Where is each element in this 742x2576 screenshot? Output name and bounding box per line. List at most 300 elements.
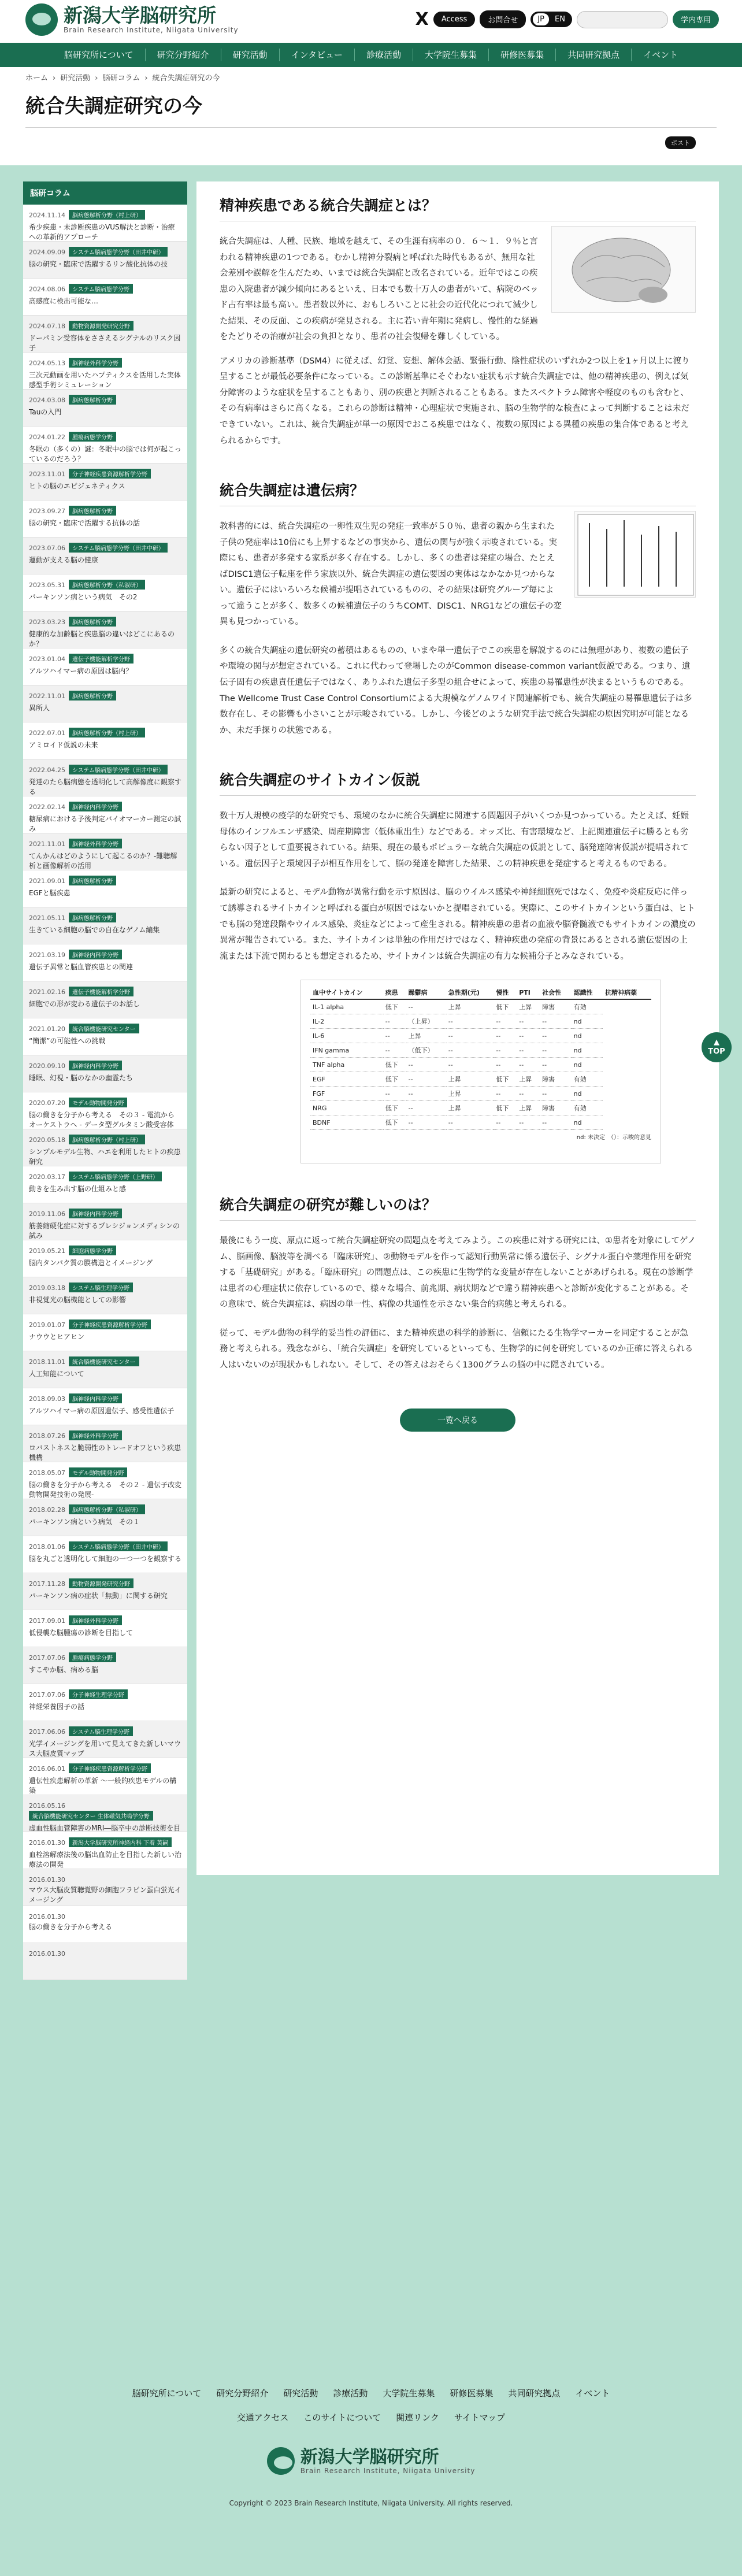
sidebar-item-date: 2018.02.28 xyxy=(29,1506,65,1514)
table-cell: 低下 xyxy=(383,1072,406,1087)
sidebar-item[interactable] xyxy=(23,242,187,279)
sidebar-item[interactable] xyxy=(23,648,187,685)
sidebar-item-category: 分子神経疾患資源解析学分野 xyxy=(69,1319,151,1329)
table-header-cell: 認識性 xyxy=(572,986,603,999)
sidebar-item-category: 新潟大学脳研究所神経内科 下着 英嗣 xyxy=(69,1837,172,1847)
sidebar-item-category: システム脳病態学分野（田井中研） xyxy=(69,247,168,257)
table-header-row xyxy=(310,986,651,999)
sidebar-item-title: パーキンソン病という病気 その2 xyxy=(29,593,138,601)
breadcrumb-item[interactable]: 研究活動 xyxy=(60,74,91,83)
table-cell: 有効 xyxy=(572,999,603,1014)
sidebar-item[interactable] xyxy=(23,1462,187,1499)
nav-item[interactable]: 研究活動 xyxy=(221,49,280,61)
sidebar-item[interactable] xyxy=(23,316,187,353)
footer-nav-item[interactable]: 共同研究拠点 xyxy=(508,2388,561,2399)
table-cell: 障害 xyxy=(540,999,572,1014)
paragraph: 統合失調症は、人種、民族、地域を越えて、その生涯有病率の０．６〜１．９％と言われる精神疾患の1つである。むかし精神分裂病と呼ばれた時代もあるが、無用な社会差別や誤解を生んだため、いまでは統合失調症と改名されている。近年ではこの疾患の入院患者が減少傾向にあるといえ、日本でも数十万人の患者がいて、病院のベッド占有率は最も高い。患者数以外に、おもしろいことに社会の近代化につれて減少した結果、その反面、この疾病が発見される。主に若い青年期に発病し、慢性的な経過をたどりその治療が社会の負担となり、患者の社会復帰を難しくしている。 xyxy=(220,237,539,342)
sidebar-item[interactable] xyxy=(23,1832,187,1869)
table-header-cell: 疾患 xyxy=(383,986,406,999)
sidebar-item[interactable] xyxy=(23,1869,187,1906)
paragraph: 多くの統合失調症の遺伝研究の蓄積はあるものの、いまや単一遺伝子でこの疾患を解説するのには無理があり、複数の遺伝子や環境の関与が想定されている。これに代わって登場したのがCommon disease-common variant仮説である。つまり、遺伝子固有の疾患責任遺伝子ではなく、ありふれた遺伝子多型の組合せによって、疾患の易罹患性が決まるというものである。The Wellcome Trust Case Control Consortiumによる大規模なゲノムワイド関連解析でも、統合失調症の易罹患遺伝子は多数存在し、その影響も小さいことが示唆されている。しかし、今後どのような研究手法で統合失調症の原因究明が可能となるか、未だ手探りの状態である。 xyxy=(220,646,692,735)
sidebar-item[interactable] xyxy=(23,981,187,1018)
sidebar-item-date: 2024.09.09 xyxy=(29,249,65,256)
sidebar-item[interactable] xyxy=(23,1018,187,1055)
sidebar-item-title: 睡眠、幻視・脳のなかの幽霊たち xyxy=(29,1074,133,1082)
section-title: 統合失調症のサイトカイン仮説 xyxy=(220,756,696,796)
sidebar-list xyxy=(23,205,187,1980)
sidebar-item-date: 2020.09.10 xyxy=(29,1062,65,1070)
site-footer xyxy=(0,2379,742,2576)
brain-logo-icon xyxy=(25,3,58,36)
table-header-cell: 抗精神病薬 xyxy=(603,986,651,999)
table-cell: -- xyxy=(517,1014,540,1029)
sidebar-item-category: 脳神経内科学分野 xyxy=(69,802,122,811)
sidebar-item-title: “簡潔”の可能性への挑戦 xyxy=(29,1037,106,1045)
table-cell: -- xyxy=(406,1072,446,1087)
table-cell: -- xyxy=(406,1087,446,1101)
lang-jp-button[interactable]: JP xyxy=(533,13,549,25)
footer-nav-secondary xyxy=(0,2411,742,2423)
sidebar-item-category: システム脳病態学分野 xyxy=(69,284,133,294)
sidebar-item[interactable] xyxy=(23,538,187,574)
sidebar-item-title: ナウウとヒアヒン xyxy=(29,1333,85,1341)
table-header-cell: 躁鬱病 xyxy=(406,986,446,999)
section-difficulty xyxy=(220,1181,696,1373)
footer-link[interactable]: このサイトについて xyxy=(303,2412,381,2423)
table-cell: -- xyxy=(446,1115,494,1130)
table-cell: -- xyxy=(517,1058,540,1072)
sidebar-item-category: システム脳病態学分野（上野研） xyxy=(69,1172,162,1181)
sidebar-item-title: 光学イメージングを用いて見えてきた新しいマウス大脳皮質マップ xyxy=(29,1740,181,1758)
sidebar-item-category: 脳病態解析分野 xyxy=(69,395,116,405)
copyright: Copyright © 2023 Brain Research Institute, Niigata University. All rights reserved. xyxy=(229,2499,513,2507)
sidebar-item-date: 2018.09.03 xyxy=(29,1395,65,1403)
section-title: 統合失調症の研究が難しいのは？ xyxy=(220,1181,696,1221)
table-row xyxy=(310,1115,651,1130)
sidebar-item[interactable] xyxy=(23,1573,187,1610)
sidebar-item[interactable] xyxy=(23,1388,187,1425)
nav-item[interactable]: 大学院生募集 xyxy=(413,49,489,61)
sidebar-item-title: 遺伝子異常と脳血管疾患との関連 xyxy=(29,963,133,971)
table-row xyxy=(310,1014,651,1029)
sidebar-item[interactable] xyxy=(23,1425,187,1462)
x-social-icon[interactable]: X xyxy=(415,9,429,29)
breadcrumb xyxy=(25,72,225,83)
sidebar-item[interactable] xyxy=(23,1684,187,1721)
sidebar-item[interactable] xyxy=(23,1129,187,1166)
sidebar-item-date: 2017.11.28 xyxy=(29,1580,65,1588)
sidebar-item-date: 2021.09.01 xyxy=(29,877,65,885)
table-cell: TNF alpha xyxy=(310,1058,383,1072)
sidebar-item-title: 血栓溶解療法後の脳出血防止を目指した新しい治療法の開発 xyxy=(29,1851,182,1869)
sidebar-item-date: 2023.03.23 xyxy=(29,618,65,626)
table-cell: 上昇 xyxy=(517,1072,540,1087)
sidebar-item-title: てんかんはどのようにして起こるのか？‐難聴解析と画像解析の活用 xyxy=(29,852,177,870)
table-row xyxy=(310,1029,651,1043)
table-cell: 上昇 xyxy=(446,1087,494,1101)
table-cell: BDNF xyxy=(310,1115,383,1130)
sidebar-item[interactable] xyxy=(23,1240,187,1277)
table-row xyxy=(310,999,651,1014)
sidebar-item-date: 2021.11.01 xyxy=(29,840,65,848)
nav-item[interactable]: インタビュー xyxy=(280,49,355,61)
sidebar-item[interactable] xyxy=(23,722,187,759)
nav-item[interactable]: 脳研究所について xyxy=(53,49,146,61)
chevron-right-icon: › xyxy=(53,74,56,83)
sidebar-item-title: すこやか脳、病める脳 xyxy=(29,1666,99,1674)
table-cell: 低下 xyxy=(383,1058,406,1072)
sidebar-item-category: 脳神経外科学分野 xyxy=(69,1615,122,1625)
sidebar-item[interactable] xyxy=(23,1647,187,1684)
footer-title: 新潟大学脳研究所 xyxy=(300,2447,439,2467)
sidebar-item-date: 2024.01.22 xyxy=(29,433,65,441)
footer-link[interactable]: 関連リンク xyxy=(396,2412,439,2423)
footer-nav-item[interactable]: イベント xyxy=(575,2388,610,2399)
sidebar-item-title: 動きを生み出す脳の仕組みと感 xyxy=(29,1185,127,1193)
sidebar-item-date: 2019.01.07 xyxy=(29,1321,65,1329)
sidebar-item-title: 筋萎縮硬化症に対するプレシジョンメディシンの試み xyxy=(29,1222,180,1240)
global-nav xyxy=(0,43,742,67)
table-header-cell: 急性期(元) xyxy=(446,986,494,999)
sidebar-item[interactable] xyxy=(23,427,187,464)
sidebar-heading: 脳研コラム xyxy=(23,181,187,205)
sidebar-item-date: 2022.11.01 xyxy=(29,692,65,700)
sidebar-item-date: 2016.05.16 xyxy=(29,1802,65,1810)
x-post-button[interactable]: ポスト xyxy=(665,136,696,149)
sidebar-item-category: 腫瘍病態学分野 xyxy=(69,432,116,442)
table-cell: 有効 xyxy=(572,1072,603,1087)
breadcrumb-item[interactable]: ホーム xyxy=(25,74,49,83)
table-cell: 低下 xyxy=(383,999,406,1014)
sidebar-item-date: 2019.11.06 xyxy=(29,1210,65,1218)
sidebar-item-category: システム脳病態学分野（田井中研） xyxy=(69,1541,168,1551)
table-header-cell: 血中サイトカイン xyxy=(310,986,383,999)
footer-nav-item[interactable]: 研究活動 xyxy=(283,2388,318,2399)
sidebar-item-date: 2016.01.30 xyxy=(29,1950,65,1958)
table-cell: nd xyxy=(572,1087,603,1101)
sidebar-item-category: システム脳生理学分野 xyxy=(69,1283,133,1292)
table-cell: -- xyxy=(540,1087,572,1101)
sidebar-item-title: ヒトの脳のエピジェネティクス xyxy=(29,482,125,490)
contact-button[interactable]: お問合せ xyxy=(480,10,526,28)
internal-only-button[interactable]: 学内専用 xyxy=(673,10,719,28)
sidebar-item[interactable] xyxy=(23,1610,187,1647)
sidebar-item-date: 2021.03.19 xyxy=(29,951,65,959)
sidebar-item-category: 脳病態解析分野（私淑研） xyxy=(69,1504,145,1514)
table-cell: nd xyxy=(572,1043,603,1058)
nav-item[interactable]: 共同研究拠点 xyxy=(556,49,632,61)
sidebar-item-title: 脳の研究・臨床で活躍する抗体の話 xyxy=(29,519,140,527)
footer-logo[interactable] xyxy=(0,2447,742,2475)
sidebar-item-category: 脳神経内科学分野 xyxy=(69,1393,122,1403)
paragraph: 最新の研究によると、モデル動物が異常行動を示す原因は、脳のウイルス感染や神経細胞死ではなく、免疫や炎症反応に伴って誘導されるサイトカインと呼ばれる蛋白が原因ではないかと提唱されている。実際に、このサイトカインという蛋白は、ヒトでも脳の発達段階やウイルス感染、炎症などによって産生される。精神疾患の患者の血液や脳脊髄液でもサイトカインの濃度の異常が報告されている。また、サイトカインは単独の作用だけではなく、精神疾患の発症の背景にあるとされる遺伝要因の上流または下流で関わるとも想定されるため、サイトカインは統合失調症の有力な候補分子とみなされている。 xyxy=(220,888,696,961)
table-cell: IL-2 xyxy=(310,1014,383,1029)
sidebar-item-date: 2023.07.06 xyxy=(29,544,65,552)
sidebar-item[interactable] xyxy=(23,1203,187,1240)
sidebar-item-title: 遺伝性疾患解析の革新 〜一般的疾患モデルの構築 xyxy=(29,1777,177,1795)
sidebar-item-title: 脳の働きを分子から考える その２ ‐ 遺伝子改変動物開発技術の発展‐ xyxy=(29,1481,181,1499)
sidebar-item-date: 2022.07.01 xyxy=(29,729,65,737)
sidebar-item-category: 脳病態解析分野 xyxy=(69,506,116,516)
sidebar-item-date: 2020.07.20 xyxy=(29,1099,65,1107)
breadcrumb-item[interactable]: 脳研コラム xyxy=(102,74,140,83)
sidebar-item-category: 統合脳機能研究センター 生体磁気共鳴学分野 xyxy=(29,1811,153,1821)
table-cell: -- xyxy=(517,1115,540,1130)
sidebar-item-category: システム脳生理学分野 xyxy=(69,1726,133,1736)
footer-nav-item[interactable]: 研究分野紹介 xyxy=(216,2388,269,2399)
table-cell: -- xyxy=(383,1043,406,1058)
sidebar-item-title: 三次元動画を用いたハプティクスを活用した実体感型手術シミュレーション xyxy=(29,371,181,390)
sidebar-item-date: 2019.03.18 xyxy=(29,1284,65,1292)
table-cell: 有効 xyxy=(572,1101,603,1115)
table-row xyxy=(310,1101,651,1115)
sidebar-item-date: 2020.03.17 xyxy=(29,1173,65,1181)
table-cell: nd xyxy=(572,1014,603,1029)
page-title: 統合失調症研究の今 xyxy=(25,95,202,118)
table-header-cell: 慢性 xyxy=(494,986,517,999)
sidebar-item-date: 2023.01.04 xyxy=(29,655,65,663)
sidebar-item[interactable] xyxy=(23,1277,187,1314)
sidebar-item[interactable] xyxy=(23,279,187,316)
nav-item[interactable]: 研修医募集 xyxy=(489,49,556,61)
footer-nav-item[interactable]: 診療活動 xyxy=(333,2388,368,2399)
gwas-plot-icon xyxy=(575,512,696,598)
site-logo[interactable] xyxy=(25,3,239,36)
paragraph: 教科書的には、統合失調症の一卵性双生児の発症一致率が５０％、患者の親から生まれた子供の発症率は10倍にも上昇するなどの事実から、遺伝の関与が強く示唆されている。実際にも、患者が多発する家系が多く存在する。しかし、多くの患者は発症の場合、たとえばDISC1遺伝子転座を伴う家族以外、統合失調症の遺伝要因の実体はなかなか見つからない。遺伝子にはいろいろな候補が提唱されているものの、その結果は研究グループ毎によって違うことが多く、数多くの候補遺伝子のうちCOMT、DISC1、NRG1などの遺伝子の変異も見つかっている。 xyxy=(220,522,562,627)
sidebar-item-date: 2018.11.01 xyxy=(29,1358,65,1366)
sidebar-item[interactable] xyxy=(23,1166,187,1203)
table-body xyxy=(310,999,651,1130)
sidebar-item[interactable] xyxy=(23,611,187,648)
sidebar-item-category: 脳病態解析分野（村上研） xyxy=(69,210,145,220)
sidebar-item-title: 生きている細胞の脳での自在なゲノム編集 xyxy=(29,926,160,934)
sidebar-item-category: 遺伝子機能解析学分野 xyxy=(69,654,133,664)
sidebar-item[interactable] xyxy=(23,1536,187,1573)
sidebar-item[interactable] xyxy=(23,1314,187,1351)
table-cell: -- xyxy=(446,1043,494,1058)
sidebar-item-date: 2024.07.18 xyxy=(29,323,65,330)
sidebar-item-date: 2017.07.06 xyxy=(29,1691,65,1699)
breadcrumb-item: 統合失調症研究の今 xyxy=(152,74,220,83)
paragraph: 数十万人規模の疫学的な研究でも、環境のなかに統合失調症に関連する問題因子がいくつか見つかっている。たとえば、妊娠母体のインフルエンザ感染、周産期障害（低体重出生）などである。オッズ比、有害環境など、上記関連遺伝子に勝るとも劣らない因子として重要視されている。結果、現在の最もポピュラーな統合失調症の仮説として、脳発達障害仮説が提唱されている。遺伝因子と環境因子が相互作用をして、脳の発達を障害した結果、この精神疾患を発症すると考えるものである。 xyxy=(220,811,689,869)
table-cell: -- xyxy=(494,1043,517,1058)
site-title: 新潟大学脳研究所 xyxy=(64,3,216,27)
sidebar-item-title: 糖尿病における予後判定バイオマーカー測定の試み xyxy=(29,815,181,833)
table-cell: 低下 xyxy=(494,999,517,1014)
table-header-cell: PTI xyxy=(517,986,540,999)
access-button[interactable]: Access xyxy=(433,12,476,27)
site-header xyxy=(0,0,742,43)
sidebar-item[interactable] xyxy=(23,907,187,944)
sidebar-item[interactable] xyxy=(23,759,187,796)
language-toggle xyxy=(530,12,572,27)
table-cell: -- xyxy=(494,1115,517,1130)
table-cell: -- xyxy=(446,1058,494,1072)
table-cell: -- xyxy=(383,1029,406,1043)
sidebar-item-title: 脳を丸ごと透明化して細胞の一つ一つを観察する xyxy=(29,1555,182,1563)
sidebar-item-category: 脳病態解析分野（村上研） xyxy=(69,728,145,737)
nav-item[interactable]: イベント xyxy=(643,50,678,60)
sidebar-item-date: 2016.01.30 xyxy=(29,1839,65,1847)
sidebar-item[interactable] xyxy=(23,205,187,242)
table-cell: （低下） xyxy=(406,1043,446,1058)
back-to-top-button[interactable] xyxy=(702,1032,732,1062)
sidebar-item-title: アルツハイマー病の原因は脳内？ xyxy=(29,667,133,675)
footer-nav-item[interactable]: 脳研究所について xyxy=(132,2388,202,2399)
table-row xyxy=(310,1072,651,1087)
sidebar-item-category: 脳病態解析分野 xyxy=(69,913,116,922)
sidebar-item-category: 脳神経外科学分野 xyxy=(69,839,122,848)
sidebar-item-date: 2024.05.13 xyxy=(29,359,65,367)
table-cell: nd xyxy=(572,1058,603,1072)
table-header-cell: 社会性 xyxy=(540,986,572,999)
table-cell: 低下 xyxy=(383,1101,406,1115)
table-cell: -- xyxy=(446,1014,494,1029)
footer-subtitle: Brain Research Institute, Niigata University xyxy=(300,2466,476,2475)
table-cell: -- xyxy=(494,1029,517,1043)
sidebar-item-title: 脳の働きを分子から考える xyxy=(29,1923,113,1931)
top-label: TOP xyxy=(708,1047,725,1056)
sidebar-item[interactable] xyxy=(23,1906,187,1943)
sidebar-item-date: 2018.05.07 xyxy=(29,1469,65,1477)
table-cell: -- xyxy=(406,1058,446,1072)
sidebar-item-date: 2016.01.30 xyxy=(29,1876,65,1884)
sidebar-item-category: 脳神経内科学分野 xyxy=(69,1061,122,1070)
sidebar-item[interactable] xyxy=(23,1795,187,1832)
paragraph: アメリカの診断基準（DSM4）に従えば、幻覚、妄想、解体会話、緊張行動、陰性症状のいずれか2つ以上を1ヶ月以上に渡り呈することが最低必要条件になっている。この診断基準にそぐわない症状も示す統合失調症では、他の精神疾患の、例えば気分障害のような症状を呈することもあり、別の疾患と判断されることもある。またスペクトラム障害や軽度のものも含むと、その有病率はさらに高くなる。これらの診断は精神・心理症状で実施され、脳の生物学的な検査によって判断することは未だできていない。これは、統合失調症が単一の原因でおこる疾患ではなく、複数の原因による異種の疾患の集合体であると考えられるからです。 xyxy=(220,356,690,446)
sidebar-item-title: シンプルモデル生物、ハエを利用したヒトの疾患研究 xyxy=(29,1148,181,1166)
search-input[interactable] xyxy=(577,11,668,28)
cytokine-table xyxy=(310,986,651,1130)
sidebar-item-title: ロバストネスと脆弱性のトレードオフという疾患機構 xyxy=(29,1444,181,1462)
table-cell: NRG xyxy=(310,1101,383,1115)
sidebar-item-date: 2023.09.27 xyxy=(29,507,65,515)
footer-nav-item[interactable]: 研修医募集 xyxy=(450,2388,494,2399)
sidebar-item[interactable] xyxy=(23,1092,187,1129)
sidebar-item[interactable] xyxy=(23,1499,187,1536)
sidebar-item-title: 運動が支える脳の健康 xyxy=(29,556,99,564)
cytokine-table-figure xyxy=(300,980,661,1163)
sidebar-item-category: 動物資源開発研究分野 xyxy=(69,1578,133,1588)
table-cell: -- xyxy=(494,1087,517,1101)
table-cell: -- xyxy=(494,1058,517,1072)
section-title: 精神疾患である統合失調症とは？ xyxy=(220,181,696,221)
table-cell: -- xyxy=(406,999,446,1014)
table-cell: -- xyxy=(517,1029,540,1043)
nav-item[interactable]: 診療活動 xyxy=(355,49,413,61)
sidebar-item[interactable] xyxy=(23,796,187,833)
brain-logo-icon xyxy=(267,2447,295,2475)
table-cell: 障害 xyxy=(540,1101,572,1115)
divider xyxy=(25,127,717,128)
nav-item[interactable]: 研究分野紹介 xyxy=(146,49,221,61)
footer-link[interactable]: 交通アクセス xyxy=(236,2412,289,2423)
sidebar-item-title: 健康的な加齢脳と疾患脳の違いはどこにあるのか？ xyxy=(29,630,175,648)
table-cell: IL-1 alpha xyxy=(310,999,383,1014)
table-cell: -- xyxy=(540,1115,572,1130)
sidebar-item[interactable] xyxy=(23,1721,187,1758)
table-cell: EGF xyxy=(310,1072,383,1087)
sidebar-item[interactable] xyxy=(23,464,187,501)
sidebar-item[interactable] xyxy=(23,501,187,538)
paragraph: 最後にもう一度、原点に返って統合失調症研究の問題点を考えてみよう。この疾患に対する研究には、①患者を対象にしてゲノム、脳画像、脳波等を調べる「臨床研究」、②動物モデルを作って認知行動異常に係る遺伝子、シグナル蛋白や薬理作用を研究する「基礎研究」がある。「臨床研究」の問題点は、この疾患に生物学的な変量が存在しないことがあげられる。現在の診断学は患者の心理症状に依存しているので、様々な場合、前兆期、病状期などで違う精神疾患へと診断が変化することがある。その意味で、統合失調症は、病因の単一性、病像の共通性を示さない集合的病態と考えられる。 xyxy=(220,1236,696,1310)
sidebar-item[interactable] xyxy=(23,390,187,427)
table-row xyxy=(310,1087,651,1101)
chevron-right-icon: › xyxy=(95,74,98,83)
sidebar-item-date: 2024.08.06 xyxy=(29,286,65,293)
sidebar-item-date: 2022.04.25 xyxy=(29,766,65,774)
sidebar-item[interactable] xyxy=(23,1351,187,1388)
table-cell: 低下 xyxy=(383,1115,406,1130)
main-area xyxy=(0,165,742,1958)
sidebar-item-category: モデル動物開発分野 xyxy=(69,1098,128,1107)
table-cell: 障害 xyxy=(540,1072,572,1087)
sidebar-item-date: 2024.03.08 xyxy=(29,396,65,404)
sidebar-item-category: 統合脳機能研究センター xyxy=(69,1024,139,1033)
paragraph: 従って、モデル動物の科学的妥当性の評価に、また精神疾患の科学的診断に、信頼にたる生物学マーカーを同定することが急務と考えられる。残念ながら、「統合失調症」を研究しているといっても、生物学的に何を研究しているのか正確に答えられる人はいないのが現状かもしれない。そして、その答えはおそらく1300グラムの脳の中に隠されている。 xyxy=(220,1328,693,1370)
table-cell: -- xyxy=(446,1029,494,1043)
sidebar-item-title: 冬眠の（多くの）謎：冬眠中の脳では何が起こっているのだろう？ xyxy=(29,445,181,464)
footer-nav-primary xyxy=(0,2387,742,2399)
sidebar-item-title: パーキンソン病という病気 その１ xyxy=(29,1518,140,1526)
footer-nav-item[interactable]: 大学院生募集 xyxy=(383,2388,435,2399)
sidebar-item-category: 脳神経内科学分野 xyxy=(69,950,122,959)
sidebar-item-category: 脳病態解析分野 xyxy=(69,617,116,627)
sidebar-item-category: 脳病態解析分野（村上研） xyxy=(69,1135,145,1144)
section-cytokine xyxy=(220,756,696,1163)
table-cell: IFN gamma xyxy=(310,1043,383,1058)
table-cell: -- xyxy=(540,1014,572,1029)
sidebar-item-category: 分子神経疾患資源解析学分野 xyxy=(69,469,151,479)
sidebar-item[interactable] xyxy=(23,944,187,981)
sidebar-item-title: 人工知能について xyxy=(29,1370,84,1378)
sidebar-item-category: システム脳病態学分野（田井中研） xyxy=(69,765,168,774)
brain-diagram-icon xyxy=(552,227,696,313)
sidebar-item[interactable] xyxy=(23,1943,187,1980)
sidebar-item-title: 低侵襲な脳腫瘍の診断を目指して xyxy=(29,1629,133,1637)
sidebar-item[interactable] xyxy=(23,685,187,722)
back-to-list-button[interactable]: 一覧へ戻る xyxy=(400,1409,515,1432)
brain-figure xyxy=(551,226,696,313)
sidebar-item-date: 2018.07.26 xyxy=(29,1432,65,1440)
sidebar xyxy=(23,181,187,1980)
sidebar-item-date: 2024.11.14 xyxy=(29,212,65,219)
sidebar-item-category: 脳病態解析分野 xyxy=(69,876,116,885)
table-cell: -- xyxy=(540,1043,572,1058)
sidebar-item-date: 2023.05.31 xyxy=(29,581,65,589)
sidebar-item-category: 分子神経生理学分野 xyxy=(69,1689,128,1699)
sidebar-item[interactable] xyxy=(23,870,187,907)
footer-link[interactable]: サイトマップ xyxy=(454,2412,506,2423)
chevron-right-icon: › xyxy=(144,74,148,83)
sidebar-item-date: 2021.01.20 xyxy=(29,1025,65,1033)
sidebar-item[interactable] xyxy=(23,353,187,390)
sidebar-item[interactable] xyxy=(23,1758,187,1795)
sidebar-item[interactable] xyxy=(23,833,187,870)
sidebar-item[interactable] xyxy=(23,1055,187,1092)
lang-en-button[interactable]: EN xyxy=(555,15,565,24)
table-cell: 上昇 xyxy=(446,999,494,1014)
sidebar-item-title: Tauの入門 xyxy=(29,408,62,416)
sidebar-item-category: 遺伝子機能解析学分野 xyxy=(69,987,133,996)
sidebar-item[interactable] xyxy=(23,574,187,611)
table-cell: -- xyxy=(540,1029,572,1043)
sidebar-item-title: 脳内タンパク質の膜構造とイメージング xyxy=(29,1259,153,1267)
sidebar-item-title: 異所人 xyxy=(29,704,50,712)
sidebar-item-title: 細胞での形が変わる遺伝子のお話し xyxy=(29,1000,140,1008)
table-cell: （上昇） xyxy=(406,1014,446,1029)
sidebar-item-title: 高感度に検出可能な… xyxy=(29,297,99,305)
